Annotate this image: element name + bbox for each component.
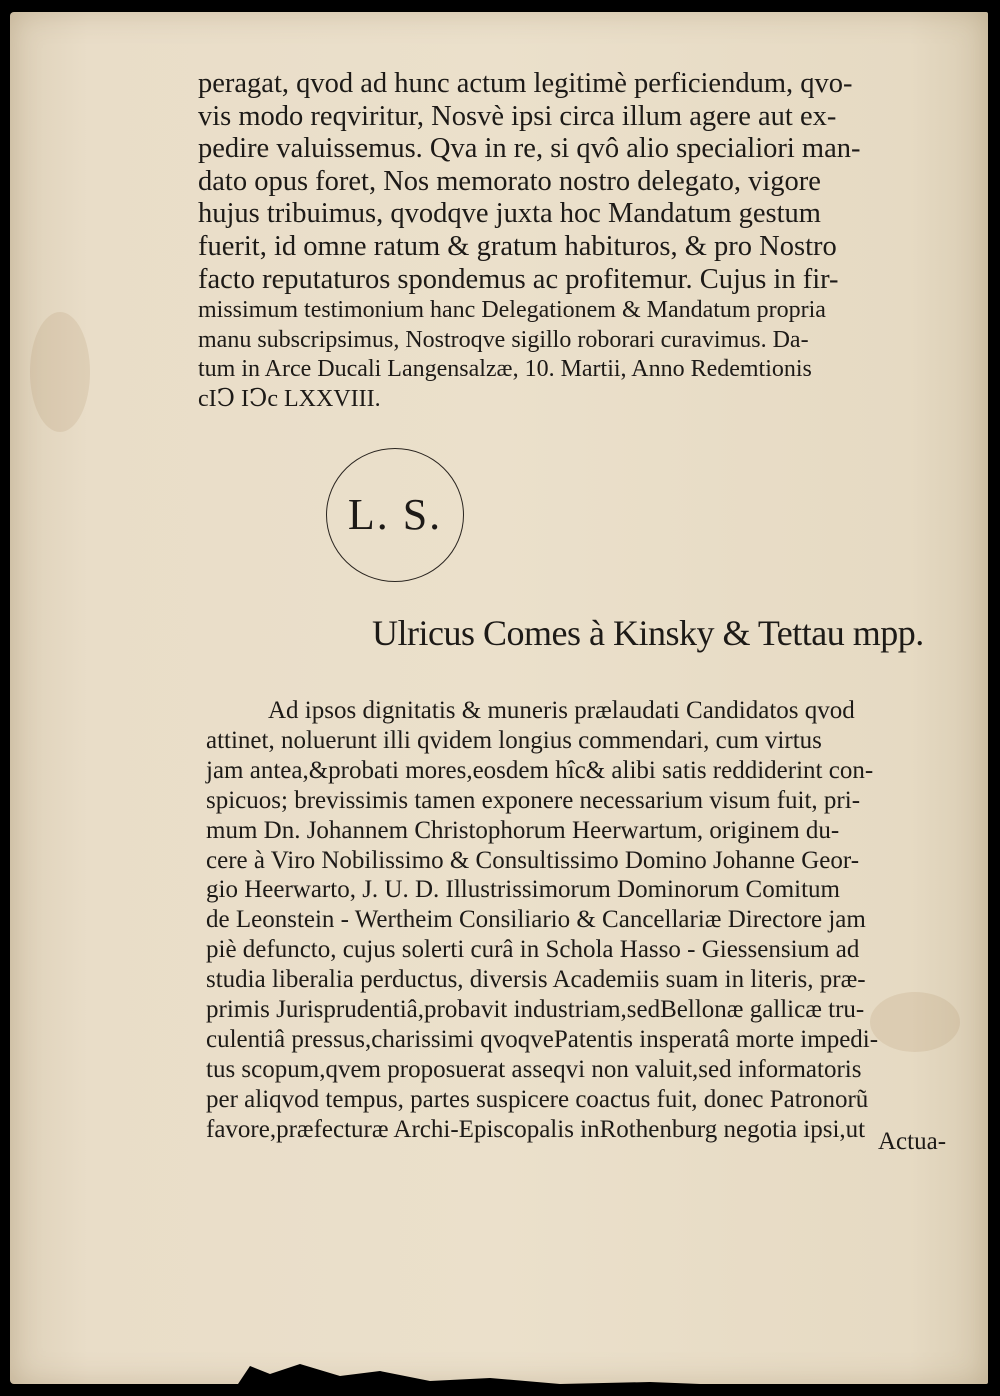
text-line: pedire valuissemus. Qva in re, si qvô alio specialiori man- <box>198 133 861 165</box>
paper-stain <box>870 992 960 1052</box>
text-line: fuerit, id omne ratum & gratum habituros, & pro Nostro <box>198 230 837 262</box>
text-line: gio Heerwarto, J. U. D. Illustrissimorum Dominorum Comitum <box>206 876 840 904</box>
text-line: tum in Arce Ducali Langensalzæ, 10. Martii, Anno Redemtionis <box>198 356 812 383</box>
signature-line: Ulricus Comes à Kinsky & Tettau mpp. <box>372 613 924 653</box>
paper-stain <box>30 312 90 432</box>
text-line: culentiâ pressus,charissimi qvoqvePatentis insperatâ morte impedi- <box>206 1025 879 1053</box>
text-line: jam antea,&probati mores,eosdem hîc& alibi satis reddiderint con- <box>206 756 874 784</box>
text-line: per aliqvod tempus, partes suspicere coactus fuit, donec Patronorũ <box>206 1085 869 1113</box>
text-line: attinet, noluerunt illi qvidem longius commendari, cum virtus <box>206 726 822 754</box>
text-line: dato opus foret, Nos memorato nostro delegato, vigore <box>198 165 821 197</box>
text-line: de Leonstein - Wertheim Consiliario & Cancellariæ Directore jam <box>206 906 866 934</box>
text-line: cIↃ IↃc LXXVIII. <box>198 385 381 412</box>
scan-edge <box>988 0 1000 1396</box>
text-line: cere à Viro Nobilissimo & Consultissimo Domino Johanne Geor- <box>206 846 860 874</box>
text-line: manu subscripsimus, Nostroqve sigillo roborari curavimus. Da- <box>198 326 809 353</box>
text-line: piè defuncto, cujus solerti curâ in Schola Hasso - Giessensium ad <box>206 936 860 964</box>
text-line: spicuos; brevissimis tamen exponere necessarium visum fuit, pri- <box>206 786 861 814</box>
text-line: facto reputaturos spondemus ac profitemur. Cujus in fir- <box>198 263 839 295</box>
text-line: hujus tribuimus, qvodqve juxta hoc Mandatum gestum <box>198 198 821 230</box>
text-line: favore,præfecturæ Archi-Episcopalis inRothenburg negotia ipsi,ut <box>206 1115 866 1143</box>
text-line: tus scopum,qvem proposuerat asseqvi non valuit,sed informatoris <box>206 1055 862 1083</box>
text-line: peragat, qvod ad hunc actum legitimè perficiendum, qvo- <box>198 68 853 99</box>
text-line: mum Dn. Johannem Christophorum Heerwartum, originem du- <box>206 816 840 844</box>
text-line: studia liberalia perductus, diversis Academiis suam in literis, præ- <box>206 966 866 994</box>
text-line: Ad ipsos dignitatis & muneris prælaudati Candidatos qvod <box>268 697 855 724</box>
text-line: primis Jurisprudentiâ,probavit industriam,sedBellonæ gallicæ tru- <box>206 996 865 1024</box>
paragraph-mandate <box>198 68 860 414</box>
paragraph-candidates <box>206 696 878 1145</box>
seal-text: L. S. <box>347 490 443 539</box>
torn-edge <box>230 1326 930 1396</box>
catchword: Actua- <box>878 1128 947 1155</box>
text-line: missimum testimonium hanc Delegationem & Mandatum propria <box>198 297 826 324</box>
seal-circle <box>326 448 464 582</box>
text-line: vis modo reqviritur, Nosvè ipsi circa illum agere aut ex- <box>198 100 837 132</box>
